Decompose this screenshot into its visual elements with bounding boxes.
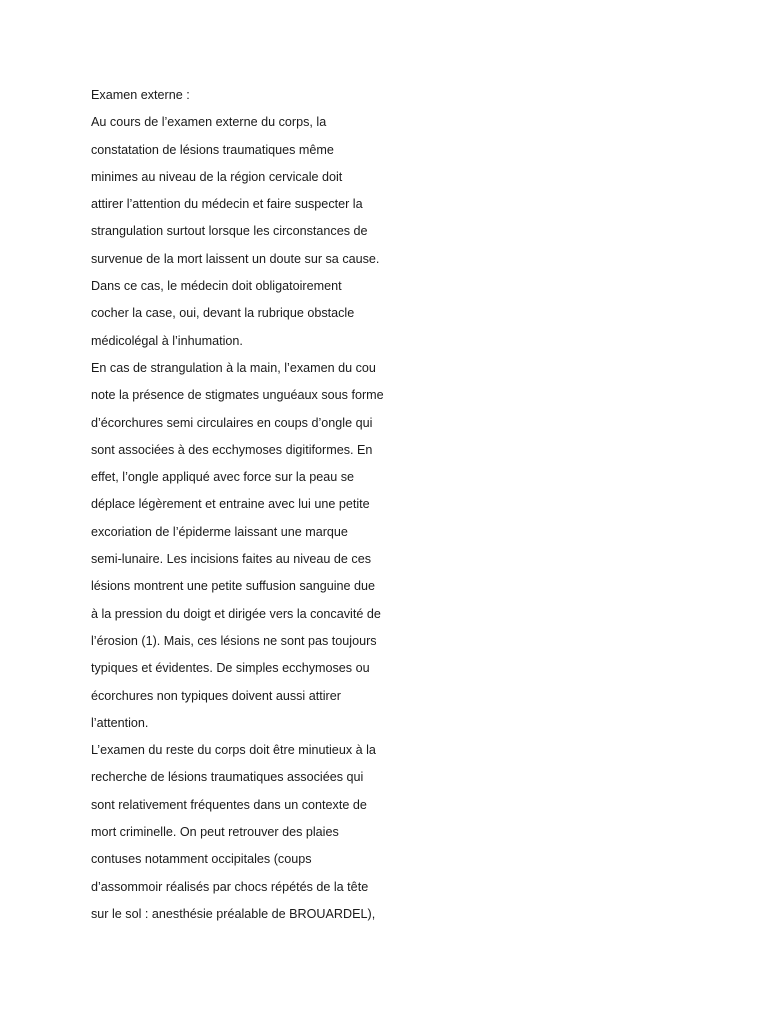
text-line: médicolégal à l’inhumation. xyxy=(91,333,243,348)
text-line: écorchures non typiques doivent aussi attirer xyxy=(91,688,341,703)
text-line: mort criminelle. On peut retrouver des plaies xyxy=(91,825,339,840)
text-line: En cas de strangulation à la main, l’examen du cou xyxy=(91,360,376,375)
text-line: d’assommoir réalisés par chocs répétés de la tête xyxy=(91,879,369,894)
text-line: L’examen du reste du corps doit être minutieux à la xyxy=(91,743,376,758)
text-line: recherche de lésions traumatiques associées qui xyxy=(91,770,364,785)
text-line: Dans ce cas, le médecin doit obligatoirement xyxy=(91,279,342,294)
text-line: déplace légèrement et entraine avec lui une petite xyxy=(91,497,370,512)
text-line: typiques et évidentes. De simples ecchymoses ou xyxy=(91,661,370,676)
text-line: d’écorchures semi circulaires en coups d’ongle qui xyxy=(91,415,373,430)
text-line: lésions montrent une petite suffusion sanguine due xyxy=(91,579,376,594)
section-heading: Examen externe : xyxy=(91,88,190,102)
text-line: cocher la case, oui, devant la rubrique obstacle xyxy=(91,306,355,321)
text-line: excoriation de l’épiderme laissant une marque xyxy=(91,524,348,539)
text-line: effet, l’ongle appliqué avec force sur la peau se xyxy=(91,470,355,485)
text-line: sur le sol : anesthésie préalable de BROUARDEL), xyxy=(91,906,376,921)
text-line: survenue de la mort laissent un doute sur sa cause. xyxy=(91,251,380,266)
text-line: strangulation surtout lorsque les circonstances de xyxy=(91,224,368,239)
text-line: contuses notamment occipitales (coups xyxy=(91,852,312,867)
text-line: sont relativement fréquentes dans un contexte de xyxy=(91,797,367,812)
text-line: attirer l’attention du médecin et faire suspecter la xyxy=(91,197,363,212)
text-line: minimes au niveau de la région cervicale doit xyxy=(91,169,343,184)
text-line: l’érosion (1). Mais, ces lésions ne sont pas toujours xyxy=(91,633,377,648)
document-body xyxy=(91,83,411,929)
text-line: l’attention. xyxy=(91,715,149,730)
text-line: sont associées à des ecchymoses digitiformes. En xyxy=(91,442,373,457)
text-line: constatation de lésions traumatiques même xyxy=(91,142,334,157)
text-line: semi-lunaire. Les incisions faites au niveau de ces xyxy=(91,552,372,567)
text-line: à la pression du doigt et dirigée vers la concavité de xyxy=(91,606,381,621)
text-line: Au cours de l’examen externe du corps, la xyxy=(91,115,327,130)
text-line: note la présence de stigmates unguéaux sous forme xyxy=(91,388,384,403)
